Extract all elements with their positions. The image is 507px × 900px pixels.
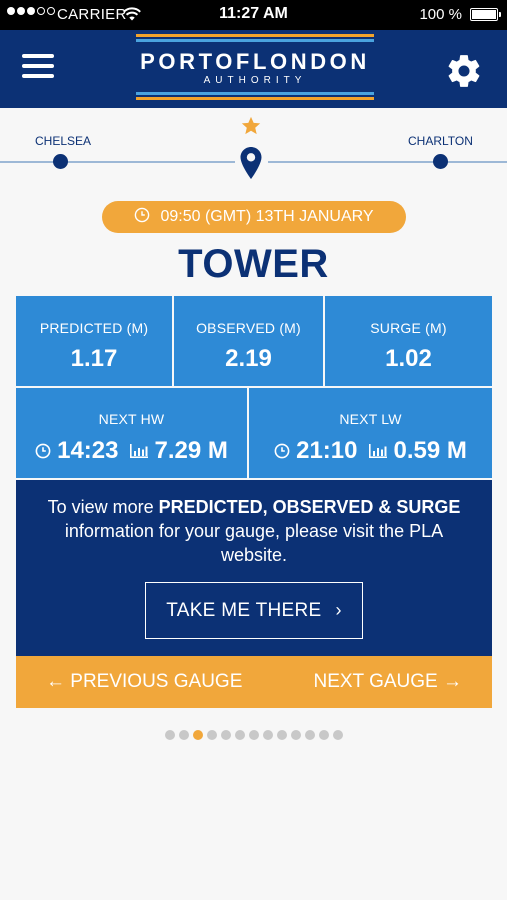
tides-row bbox=[16, 388, 492, 480]
next-hw-time: 14:23 bbox=[57, 437, 119, 464]
next-hw-height: 7.29 M bbox=[154, 437, 228, 464]
next-lw-label: NEXT LW bbox=[339, 411, 402, 427]
previous-gauge-button[interactable]: ← PREVIOUS GAUGE bbox=[46, 671, 243, 692]
page-dot-active[interactable] bbox=[193, 730, 203, 740]
page-dot[interactable] bbox=[291, 730, 301, 740]
page-indicator[interactable] bbox=[0, 730, 507, 740]
carrier-name: CARRIER bbox=[57, 6, 127, 23]
clock-icon bbox=[274, 443, 290, 459]
battery-percentage: 100 % bbox=[419, 6, 462, 23]
clock-icon bbox=[134, 207, 150, 223]
predicted-label: PREDICTED (M) bbox=[39, 320, 149, 336]
surge-cell bbox=[325, 296, 492, 388]
tide-height-icon bbox=[368, 443, 388, 459]
next-gauge-button[interactable]: NEXT GAUGE → bbox=[313, 671, 462, 692]
gauge-navigation bbox=[16, 656, 492, 708]
location-pin-icon bbox=[239, 146, 263, 180]
gauge-title: TOWER bbox=[178, 242, 329, 286]
clock-icon bbox=[35, 443, 51, 459]
page-dot[interactable] bbox=[179, 730, 189, 740]
predicted-cell bbox=[16, 296, 174, 388]
next-hw-label: NEXT HW bbox=[98, 411, 165, 427]
battery-icon bbox=[470, 8, 498, 21]
gear-icon[interactable] bbox=[445, 52, 483, 90]
prev-station-label: CHELSEA bbox=[35, 134, 92, 148]
page-dot[interactable] bbox=[221, 730, 231, 740]
logo-title: PORTOFLONDON bbox=[140, 49, 370, 74]
observed-value: 2.19 bbox=[225, 345, 272, 372]
levels-row bbox=[16, 296, 492, 388]
station-node-charlton[interactable] bbox=[433, 154, 448, 169]
next-lw-cell bbox=[249, 388, 492, 480]
timestamp-badge bbox=[102, 201, 406, 233]
app-header bbox=[0, 30, 507, 108]
track-line bbox=[268, 161, 507, 163]
surge-label: SURGE (M) bbox=[370, 320, 447, 336]
hamburger-menu-icon[interactable] bbox=[22, 54, 54, 84]
page-dot[interactable] bbox=[249, 730, 259, 740]
next-station-label: CHARLTON bbox=[408, 134, 473, 148]
page-dot[interactable] bbox=[277, 730, 287, 740]
status-time: 11:27 AM bbox=[219, 5, 288, 22]
take-me-there-label: TAKE ME THERE bbox=[166, 600, 322, 621]
next-lw-height: 0.59 M bbox=[393, 437, 467, 464]
take-me-there-button[interactable] bbox=[145, 582, 363, 639]
page-dot[interactable] bbox=[263, 730, 273, 740]
status-bar bbox=[0, 0, 507, 30]
page-dot[interactable] bbox=[207, 730, 217, 740]
observed-cell bbox=[174, 296, 325, 388]
observed-label: OBSERVED (M) bbox=[196, 320, 301, 336]
surge-value: 1.02 bbox=[385, 345, 432, 372]
tide-height-icon bbox=[129, 443, 149, 459]
favourite-star-icon[interactable] bbox=[240, 115, 262, 137]
next-lw-time: 21:10 bbox=[296, 437, 358, 464]
chevron-right-icon: › bbox=[335, 600, 342, 620]
page-dot[interactable] bbox=[333, 730, 343, 740]
promo-text: To view more PREDICTED, OBSERVED & SURGE information for your gauge, please visit the PLA website. bbox=[47, 497, 461, 565]
page-dot[interactable] bbox=[305, 730, 315, 740]
gauge-card bbox=[16, 296, 492, 708]
page-dot[interactable] bbox=[165, 730, 175, 740]
timestamp-text: 09:50 (GMT) 13TH JANUARY bbox=[160, 208, 374, 225]
logo-subtitle: AUTHORITY bbox=[203, 75, 307, 86]
station-node-chelsea[interactable] bbox=[53, 154, 68, 169]
page-dot[interactable] bbox=[319, 730, 329, 740]
pla-logo bbox=[136, 34, 374, 100]
predicted-value: 1.17 bbox=[70, 345, 118, 372]
pla-website-promo bbox=[16, 480, 492, 656]
next-hw-cell bbox=[16, 388, 249, 480]
page-dot[interactable] bbox=[235, 730, 245, 740]
track-line bbox=[0, 161, 235, 163]
